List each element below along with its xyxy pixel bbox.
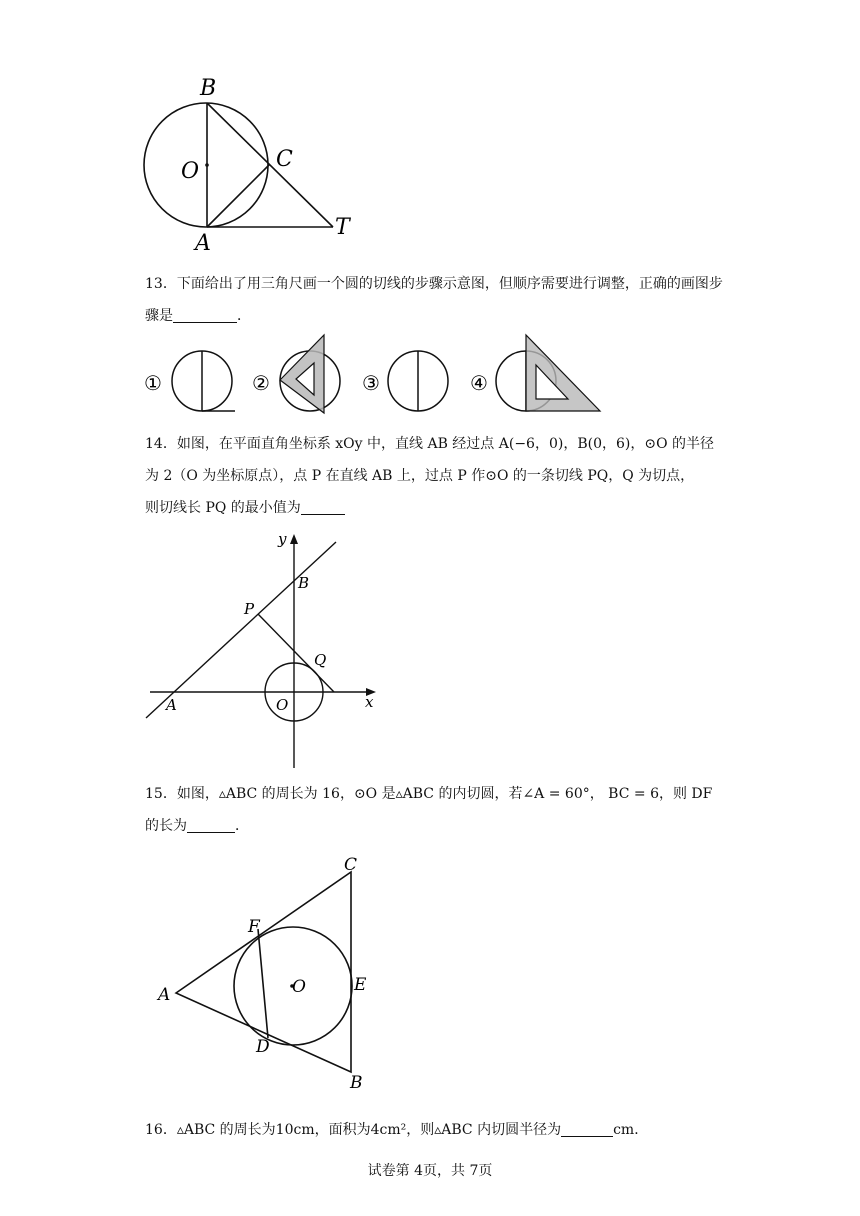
q15-line-2: [145, 810, 725, 842]
step-1-label: ①: [144, 371, 162, 395]
q15-answer-blank[interactable]: [187, 816, 235, 833]
q13-number: 13．: [145, 276, 177, 292]
q16-number: 16．: [145, 1122, 177, 1138]
label-y: y: [278, 530, 287, 548]
figure-incircle-q15: [150, 850, 390, 1095]
label-o: O: [292, 977, 306, 997]
label-d: D: [256, 1037, 270, 1057]
q16-text-b: cm．: [613, 1122, 649, 1138]
q13-end: ．: [237, 308, 251, 324]
label-b: B: [200, 76, 217, 101]
q14-answer-blank[interactable]: [301, 498, 345, 515]
step-2-label: ②: [252, 371, 270, 395]
figure-coordinate-q14: [140, 530, 390, 775]
question-16: [145, 1114, 725, 1146]
label-q: Q: [314, 651, 327, 669]
y-axis-arrow: [290, 534, 298, 544]
label-a: A: [195, 231, 211, 256]
label-p: P: [244, 600, 255, 618]
q13-text: 下面给出了用三角尺画一个圆的切线的步骤示意图，但顺序需要进行调整，正确的画图步骤是: [145, 276, 723, 324]
label-a: A: [158, 985, 171, 1005]
q13-answer-blank[interactable]: [173, 306, 237, 323]
question-15: [145, 778, 725, 842]
q14-line-1: [145, 428, 725, 460]
center-dot: [205, 163, 209, 167]
q15-end: ．: [235, 818, 249, 834]
q15-line1: 如图，▵ABC 的周长为 16，⊙O 是▵ABC 的内切圆，若∠A = 60°， BC = 6，则 DF: [176, 786, 713, 802]
label-b: B: [298, 574, 310, 592]
label-b: B: [350, 1073, 363, 1093]
q15-line2: 的长为: [145, 818, 187, 834]
figure-steps-q13: [140, 333, 610, 415]
question-13: [145, 268, 725, 332]
q14-line-3: [145, 492, 725, 524]
q14-line-2: 为 2（O 为坐标原点），点 P 在直线 AB 上，过点 P 作⊙O 的一条切线 PQ，Q 为切点，: [145, 468, 695, 484]
step-4-label: ④: [470, 371, 488, 395]
label-t: T: [335, 215, 350, 240]
label-o: O: [181, 159, 200, 184]
q16-text-a: ▵ABC 的周长为10cm，面积为4cm²，则▵ABC 内切圆半径为: [176, 1122, 562, 1138]
q14-line1: 如图，在平面直角坐标系 xOy 中，直线 AB 经过点 A(−6，0)，B(0，6)，⊙O 的半径: [176, 436, 715, 452]
q14-number: 14．: [145, 436, 177, 452]
label-x: x: [365, 693, 374, 711]
label-a: A: [166, 696, 177, 714]
q15-line-1: [145, 778, 725, 810]
page-footer: 试卷第 4页，共 7页: [367, 1163, 493, 1179]
label-f: F: [248, 917, 260, 937]
label-c: C: [344, 855, 358, 875]
question-14: [145, 428, 725, 524]
segment-df: [258, 929, 268, 1038]
label-e: E: [354, 975, 367, 995]
q15-number: 15．: [145, 786, 177, 802]
figure-circle-tangent-q12: [140, 75, 370, 260]
step-3-label: ③: [362, 371, 380, 395]
q14-line3: 则切线长 PQ 的最小值为: [145, 500, 301, 516]
label-o: O: [276, 696, 289, 714]
label-c: C: [276, 147, 293, 172]
q16-answer-blank[interactable]: [561, 1120, 613, 1137]
